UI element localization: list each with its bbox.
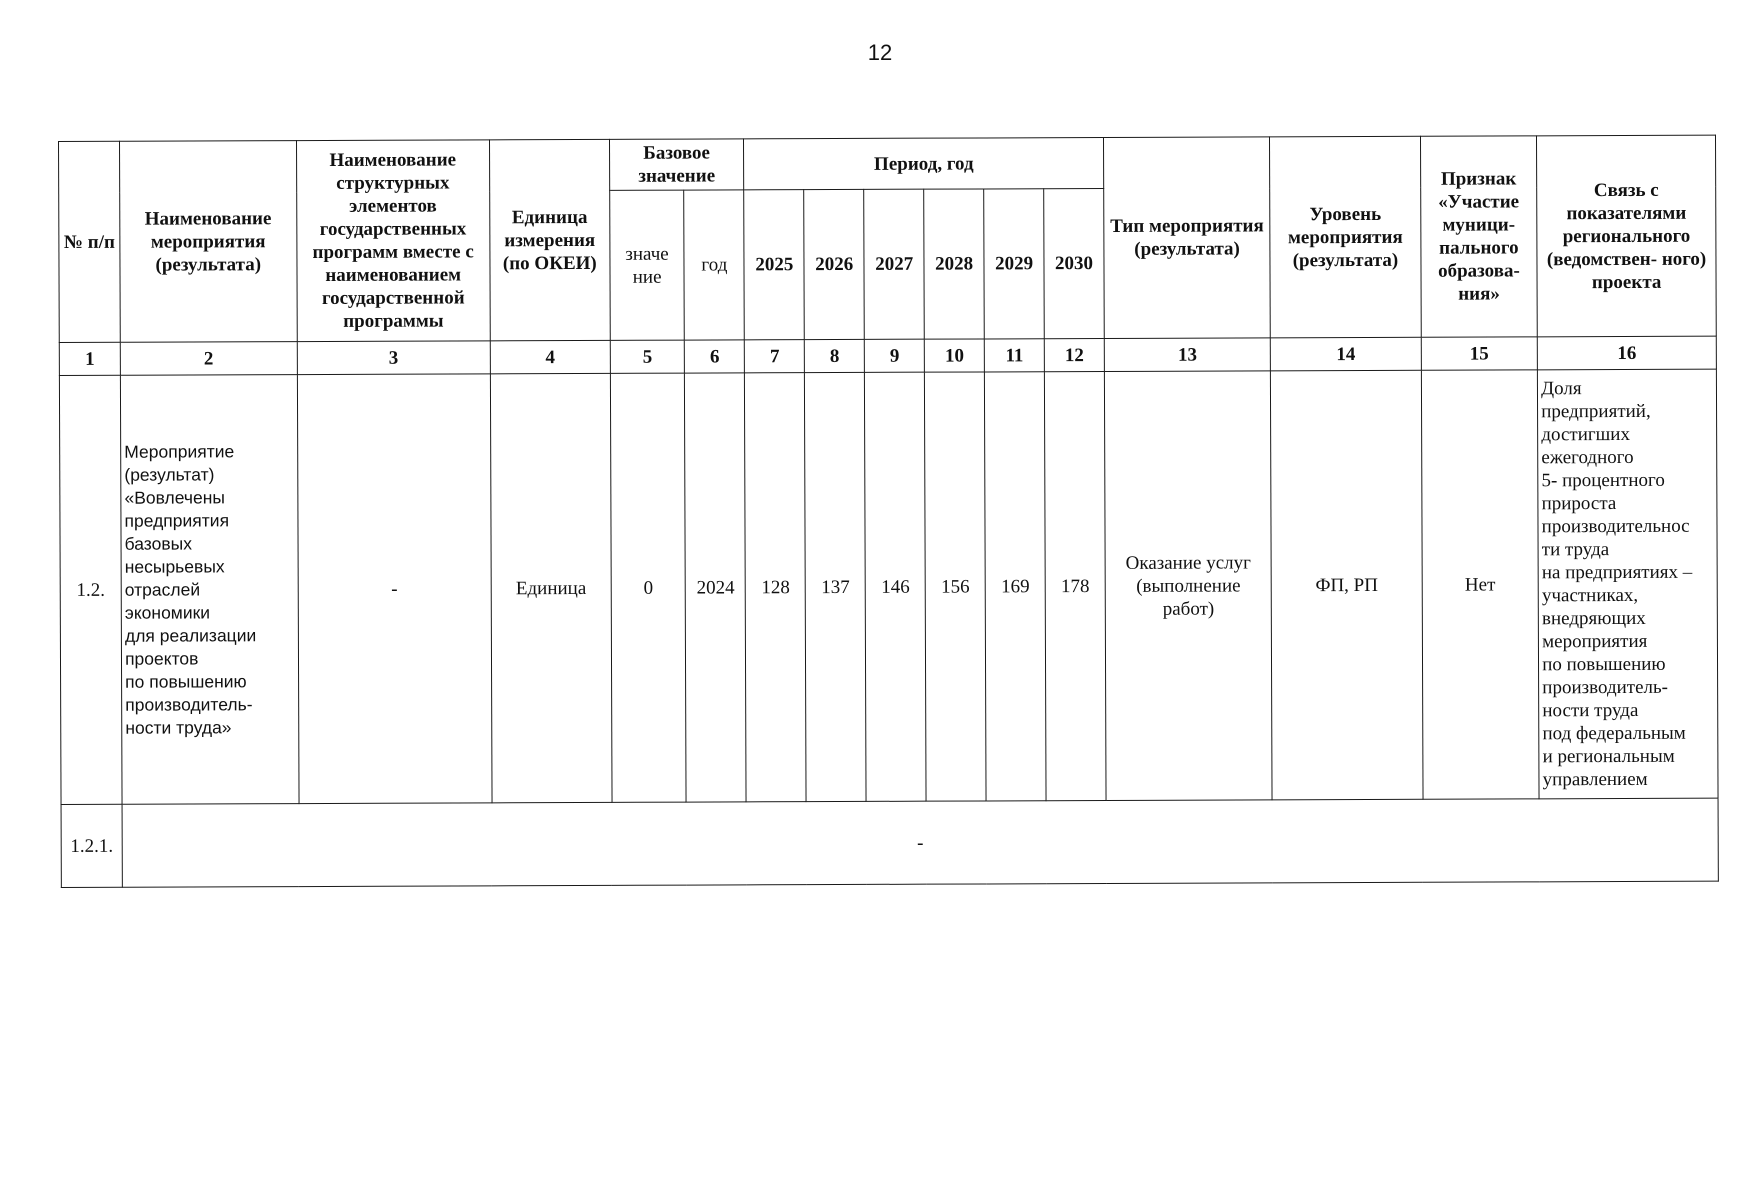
project-link-line: ти труда [1541, 539, 1610, 561]
project-link-line: производитель- [1542, 676, 1669, 699]
column-number: 16 [1537, 336, 1716, 370]
base-value: 0 [610, 373, 686, 802]
column-number: 1 [59, 342, 120, 375]
activity-name-line: ности труда» [125, 716, 232, 738]
project-link-line: ности труда [1542, 699, 1639, 722]
header-link: Связь с показателями регионального (ведомствен- ного) проекта [1537, 135, 1717, 337]
activity-name-line: для реализации [124, 624, 257, 646]
column-number: 5 [610, 340, 685, 373]
project-link-line: 5- процентного [1541, 469, 1665, 492]
project-link-line: прироста [1541, 493, 1617, 515]
table-row [61, 798, 1718, 887]
activity-name-line: проектов [125, 647, 199, 669]
activity-type: Оказание услуг (выполнение работ) [1104, 371, 1272, 801]
header-year-2029: 2029 [984, 189, 1045, 339]
header-year-2025: 2025 [744, 190, 805, 340]
header-year-2030: 2030 [1044, 188, 1105, 338]
activity-name-line: экономики [124, 601, 211, 623]
header-type: Тип мероприятия (результата) [1104, 137, 1271, 339]
header-period-group: Период, год [744, 137, 1104, 189]
project-link-line: по повышению [1542, 653, 1666, 676]
project-link-line: на предприятиях – [1541, 561, 1693, 584]
unit-value: Единица [490, 373, 612, 802]
page-number: 12 [867, 40, 893, 65]
activity-name-line: базовых [124, 532, 192, 554]
table-row [59, 369, 1718, 804]
column-number: 14 [1271, 337, 1422, 371]
project-link-line: под федеральным [1542, 722, 1686, 745]
header-base-group: Базовое значение [609, 139, 744, 191]
column-number: 12 [1044, 338, 1104, 371]
value-2028: 156 [925, 372, 987, 801]
project-link-line: Доля [1541, 378, 1582, 400]
header-base-year: год [684, 190, 745, 340]
header-row-1 [59, 135, 1716, 192]
column-number: 6 [685, 340, 745, 373]
activity-name-line: по повышению [125, 670, 247, 692]
column-number: 2 [120, 342, 297, 376]
header-year-2028: 2028 [924, 189, 985, 339]
project-link-line: производительнос [1541, 515, 1690, 538]
header-structure: Наименование структурных элементов государственных программ вместе с наименованием государственной программы [296, 140, 490, 342]
column-number: 15 [1421, 337, 1538, 370]
column-number: 4 [490, 340, 610, 373]
column-number: 3 [297, 341, 491, 375]
subrow-content: - [122, 798, 1718, 887]
base-year: 2024 [685, 373, 747, 802]
column-number: 10 [924, 339, 984, 372]
value-2027: 146 [865, 372, 927, 801]
project-link [1538, 369, 1718, 799]
header-year-2026: 2026 [804, 189, 865, 339]
header-level: Уровень мероприятия (результата) [1270, 136, 1421, 338]
header-municipal: Признак «Участие муници- пального образова- ния» [1420, 136, 1537, 337]
column-number: 9 [865, 339, 925, 372]
header-year-2027: 2027 [864, 189, 925, 339]
header-base-value: значе ние [609, 190, 684, 340]
value-2030: 178 [1044, 371, 1106, 800]
project-link-line: и региональным [1542, 745, 1675, 768]
activity-name-line: производитель- [125, 693, 253, 715]
project-link-line: внедряющих [1541, 607, 1646, 630]
activity-name-line: предприятия [124, 509, 230, 531]
activity-name-line: (результат) [124, 463, 215, 485]
column-number: 7 [745, 340, 805, 373]
header-num: № п/п [59, 141, 121, 342]
activity-name-line: несырьевых [124, 555, 225, 577]
row-num: 1.2. [59, 375, 122, 804]
project-link-line: достигших [1541, 423, 1630, 446]
activities-table [58, 135, 1719, 888]
value-2025: 128 [745, 373, 807, 802]
project-link-line: ежегодного [1541, 446, 1634, 469]
activity-name [120, 375, 298, 805]
project-link-line: предприятий, [1541, 400, 1651, 423]
column-number: 11 [984, 339, 1044, 372]
value-2026: 137 [805, 372, 867, 801]
value-2029: 169 [985, 372, 1047, 801]
project-link-line: управлением [1542, 768, 1648, 791]
activity-name-line: Мероприятие [124, 440, 235, 462]
project-link-line: мероприятия [1542, 630, 1648, 653]
row-num: 1.2.1. [61, 804, 122, 887]
municipal-flag: Нет [1421, 370, 1539, 799]
project-link-line: участниках, [1541, 584, 1639, 607]
column-number: 13 [1104, 338, 1270, 372]
header-unit: Единица измерения (по ОКЕИ) [489, 139, 610, 340]
structure-value: - [297, 374, 492, 804]
header-activity-name: Наименование мероприятия (результата) [120, 141, 297, 343]
activity-name-line: «Вовлечены [124, 486, 225, 508]
activity-level: ФП, РП [1271, 370, 1423, 800]
activity-name-line: отраслей [124, 578, 201, 600]
column-number: 8 [805, 339, 865, 372]
